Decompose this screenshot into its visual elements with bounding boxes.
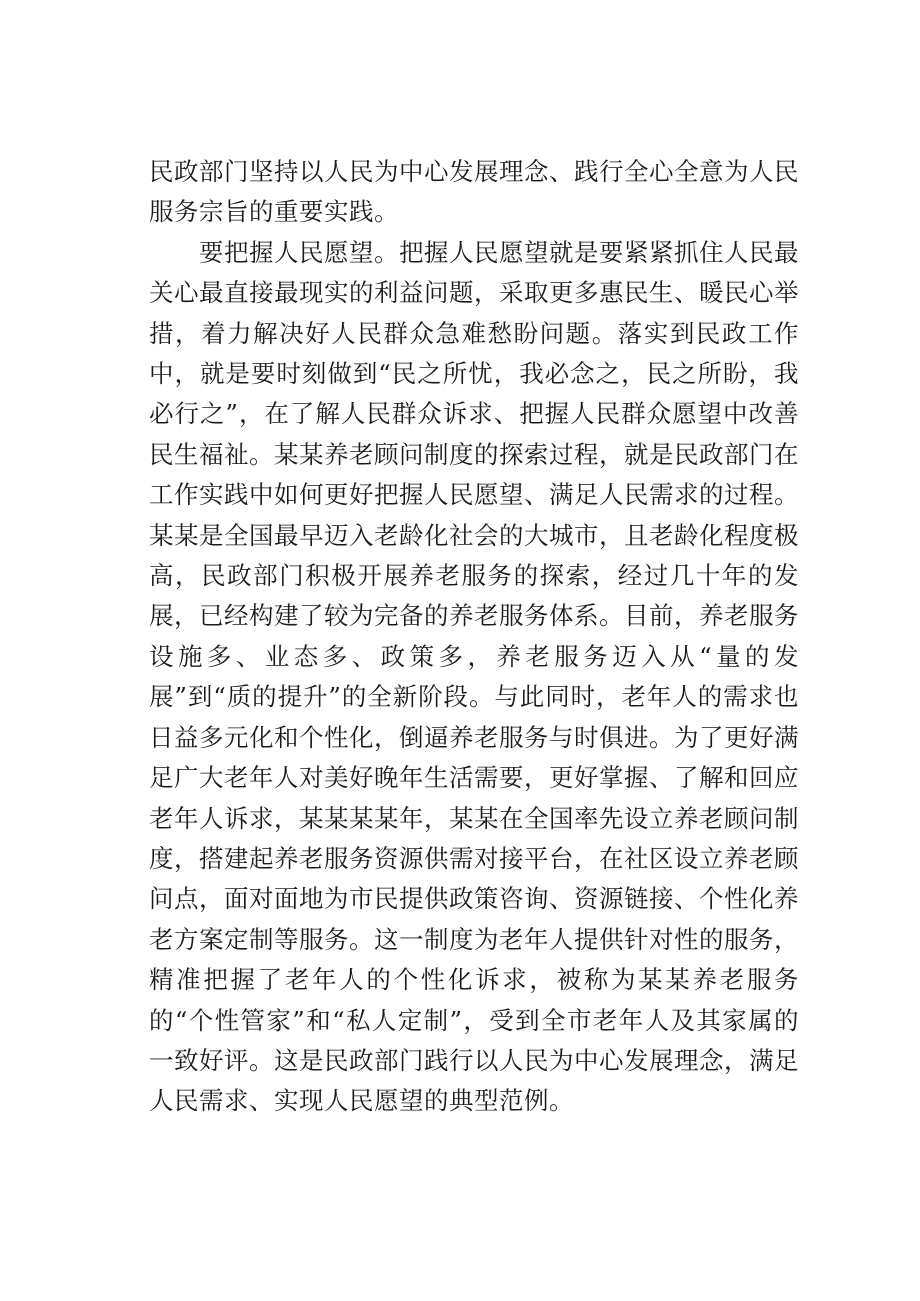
paragraph-main: 要把握人民愿望。把握人民愿望就是要紧紧抓住人民最关心最直接最现实的利益问题，采取更多惠民生、暖民心举措，着力解决好人民群众急难愁盼问题。落实到民政工作中，就是要时刻做到“民之所忧，我必念之，民之所盼，我必行之”，在了解人民群众诉求、把握人民群众愿望中改善民生福祉。某某养老顾问制度的探索过程，就是民政部门在工作实践中如何更好把握人民愿望、满足人民需求的过程。某某是全国最早迈入老龄化社会的大城市，且老龄化程度极高，民政部门积极开展养老服务的探索，经过几十年的发展，已经构建了较为完备的养老服务体系。目前，养老服务设施多、业态多、政策多，养老服务迈入从“量的发展”到“质的提升”的全新阶段。与此同时，老年人的需求也日益多元化和个性化，倒逼养老服务与时俱进。为了更好满足广大老年人对美好晚年生活需要，更好掌握、了解和回应老年人诉求，某某某某年，某某在全国率先设立养老顾问制度，搭建起养老服务资源供需对接平台，在社区设立养老顾问点，面对面地为市民提供政策咨询、资源链接、个性化养老方案定制等服务。这一制度为老年人提供针对性的服务，精准把握了老年人的个性化诉求，被称为某某养老服务的“个性管家”和“私人定制”，受到全市老年人及其家属的一致好评。这是民政部门践行以人民为中心发展理念，满足人民需求、实现人民愿望的典型范例。 <box>149 237 799 1116</box>
document-body <box>149 152 799 1122</box>
paragraph-continuation: 民政部门坚持以人民为中心发展理念、践行全心全意为人民服务宗旨的重要实践。 <box>149 157 799 227</box>
